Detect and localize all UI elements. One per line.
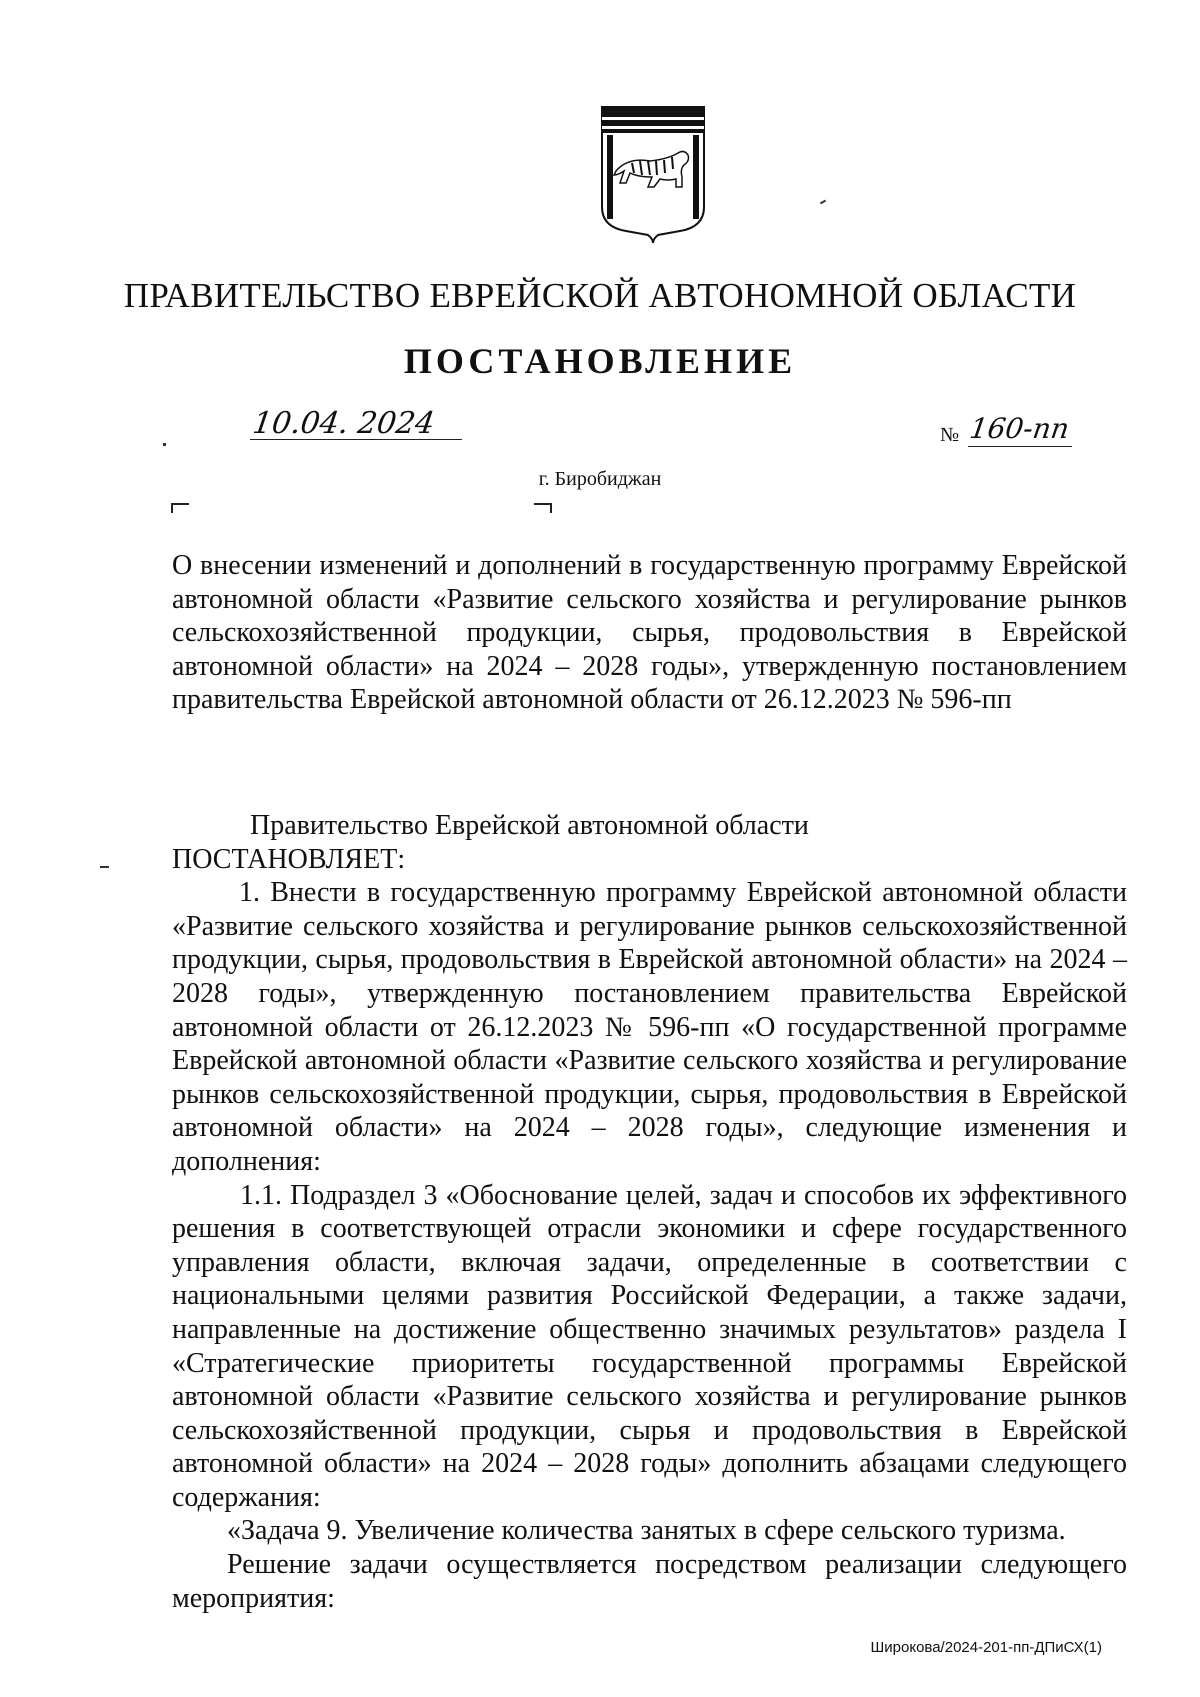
- document-type: ПОСТАНОВЛЕНИЕ: [403, 341, 797, 381]
- paragraph-task-9: «Задача 9. Увеличение количества занятых в сфере сельского туризма.: [227, 1515, 1066, 1547]
- preamble-line-1: Правительство Еврейской автономной области: [250, 810, 809, 841]
- handwritten-date: 10.04. 2024: [250, 406, 437, 441]
- date-underline: [250, 439, 462, 440]
- preamble-line-2: ПОСТАНОВЛЯЕТ:: [172, 843, 406, 875]
- number-underline: [968, 446, 1072, 447]
- organization-name: ПРАВИТЕЛЬСТВО ЕВРЕЙСКОЙ АВТОНОМНОЙ ОБЛАСТИ: [123, 276, 1077, 315]
- document-title: О внесении изменений и дополнений в государственную программу Еврейской автономной области «Развитие сельского хозяйства и регулирование рынков сельскохозяйственной продукции, сырья, продовольствия в Еврейской автономной области» на 2024 – 2028 годы», утвержденную постановлением правительства Еврейской автономной области от 26.12.2023 № 596-пп: [172, 550, 1127, 715]
- paragraph-item-1: 1. Внести в государственную программу Еврейской автономной области «Развитие сельского хозяйства и регулирование рынков сельскохозяйственной продукции, сырья, продовольствия в Еврейской автономной области» на 2024 – 2028 годы», утвержденную постановлением правительства Еврейской автономной области от 26.12.2023 № 596-пп «О государственной программе Еврейской автономной области «Развитие сельского хозяйства и регулирование рынков сельскохозяйственной продукции, сырья, продовольствия в Еврейской автономной области» на 2024 – 2028 годы», следующие изменения и дополнения:: [172, 877, 1127, 1177]
- paragraph-solution: Решение задачи осуществляется посредством реализации следующего мероприятия:: [172, 1549, 1127, 1614]
- footer-reference: Широкова/2024-201-пп-ДПиСХ(1): [870, 1639, 1102, 1656]
- city-name: г. Биробиджан: [538, 468, 662, 490]
- title-corner-right: [534, 503, 552, 513]
- scan-speck: [100, 866, 109, 868]
- title-corner-left: [171, 503, 189, 513]
- paragraph-item-1-1: 1.1. Подраздел 3 «Обоснование целей, задач и способов их эффективного решения в соответствующей отрасли экономики и сфере государственного управления области, включая задачи, определенные в соответствии с национальными целями развития Российской Федерации, а также задачи, направленные на достижение общественно значимых результатов» раздела I «Стратегические приоритеты государственной программы Еврейской автономной области «Развитие сельского хозяйства и регулирование рынков сельскохозяйственной продукции, сырья и продовольствия в Еврейской автономной области» на 2024 – 2028 годы» дополнить абзацами следующего содержания:: [172, 1179, 1127, 1513]
- scan-speck: [820, 200, 826, 205]
- number-sign: №: [940, 424, 960, 446]
- handwritten-number: 160-пп: [967, 412, 1072, 445]
- coat-of-arms-emblem: [598, 103, 708, 243]
- scan-speck: [163, 443, 166, 446]
- document-body: [172, 809, 1127, 1615]
